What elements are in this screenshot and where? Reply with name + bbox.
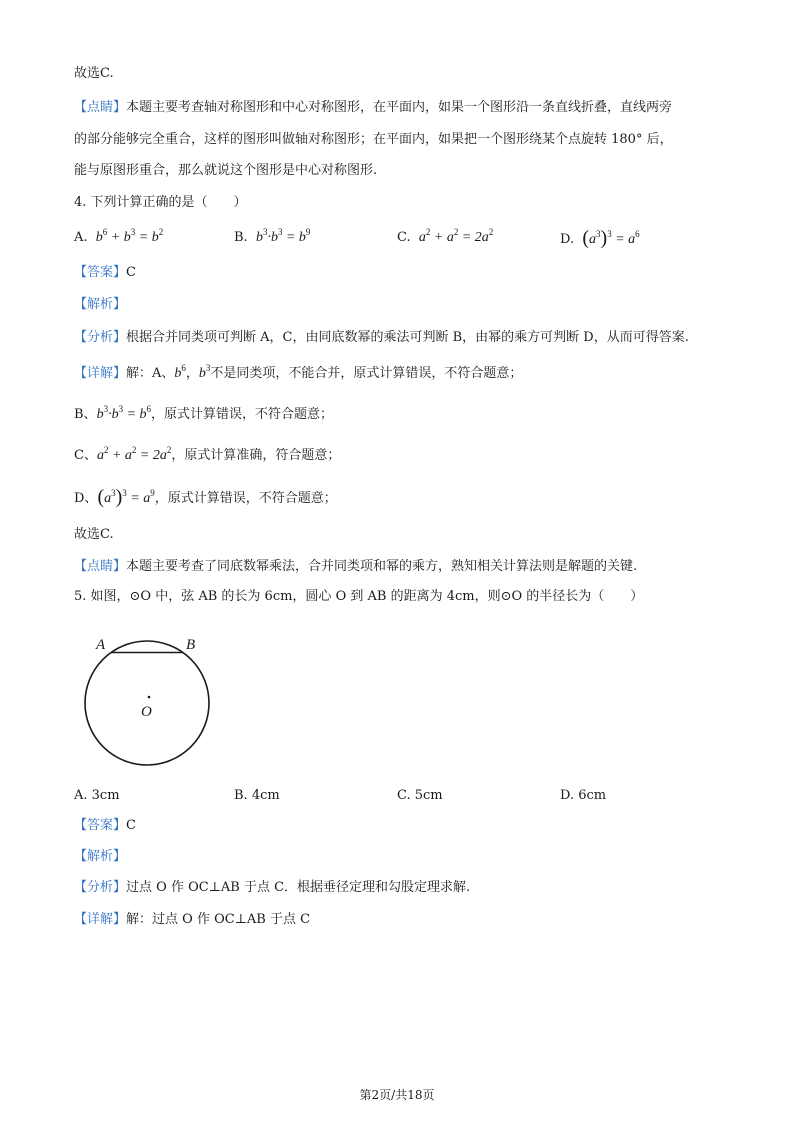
q5-analysis-label: 【解析】 [74,849,127,864]
q4-option-b: B. $b^3\cdot b^3 = b^9$ [234,227,311,245]
question-5-stem: 5. 如图，⊙O 中，弦 AB 的长为 6cm，圆心 O 到 AB 的距离为 4cm，则⊙O 的半径长为（ ） [74,589,644,604]
q4-detail-b: B、$b^3\cdot b^3 = b^6$，原式计算错误，不符合题意； [74,404,334,422]
q5-answer: 【答案】C [74,818,136,833]
q4-analysis-label: 【解析】 [74,297,127,312]
q5-option-d: D. 6cm [560,788,607,803]
q4-option-b-formula: $b^3\cdot b^3 = b^9$ [255,227,311,245]
q4-choose: 故选C. [74,527,114,542]
q5-fenxi: 【分析】过点 O 作 OC⊥AB 于点 C．根据垂径定理和勾股定理求解. [74,880,471,895]
remark-line-2: 的部分能够完全重合，这样的图形叫做轴对称图形；在平面内，如果把一个图形绕某个点旋转 180° 后， [74,132,673,147]
q4-detail-a: 【详解】解：A、$b^6$，$b^3$不是同类项，不能合并，原式计算错误，不符合题意； [74,363,523,381]
circle-figure [74,628,224,768]
q4-option-a: A. $b^6 + b^3 = b^2$ [74,227,164,245]
choose-answer-line: 故选C. [74,66,114,81]
label-a: A [96,637,106,653]
label-o: O [141,704,152,720]
q5-option-c: C. 5cm [397,788,443,803]
q4-option-d: D. $(a^3)^3 = a^6$ [560,227,640,249]
page-number: 第2页/共18页 [359,1088,435,1102]
q4-remark: 【点睛】本题主要考查了同底数幂乘法，合并同类项和幂的乘方，熟知相关计算法则是解题的关键. [74,559,638,574]
center-point [148,696,151,699]
q4-detail-c: C、$a^2 + a^2 = 2a^2$，原式计算准确，符合题意； [74,445,341,463]
q4-option-c: C. $a^2 + a^2 = 2a^2$ [397,227,494,245]
q4-option-c-formula: $a^2 + a^2 = 2a^2$ [418,227,494,245]
question-4-stem: 4. 下列计算正确的是（ ） [74,195,247,210]
q5-option-b: B. 4cm [234,788,280,803]
q5-option-a: A. 3cm [74,788,120,803]
q5-detail: 【详解】解：过点 O 作 OC⊥AB 于点 C [74,912,311,927]
remark-line-1: 【点睛】本题主要考查轴对称图形和中心对称图形，在平面内，如果一个图形沿一条直线折叠，直线两旁 [74,100,673,115]
q4-answer: 【答案】C [74,265,136,280]
circle-o [85,641,209,765]
remark-line-3: 能与原图形重合，那么就说这个图形是中心对称图形. [74,163,378,178]
q4-option-a-formula: $b^6 + b^3 = b^2$ [95,227,164,245]
label-b: B [186,637,196,653]
q4-detail-d: D、$(a^3)^3 = a^9$，原式计算错误，不符合题意； [74,486,337,508]
q4-fenxi: 【分析】根据合并同类项可判断 A，C，由同底数幂的乘法可判断 B，由幂的乘方可判断 D，从而可得答案. [74,330,689,345]
q4-option-d-formula: $(a^3)^3 = a^6$ [582,227,640,249]
remark-label: 【点睛】 [74,100,127,115]
